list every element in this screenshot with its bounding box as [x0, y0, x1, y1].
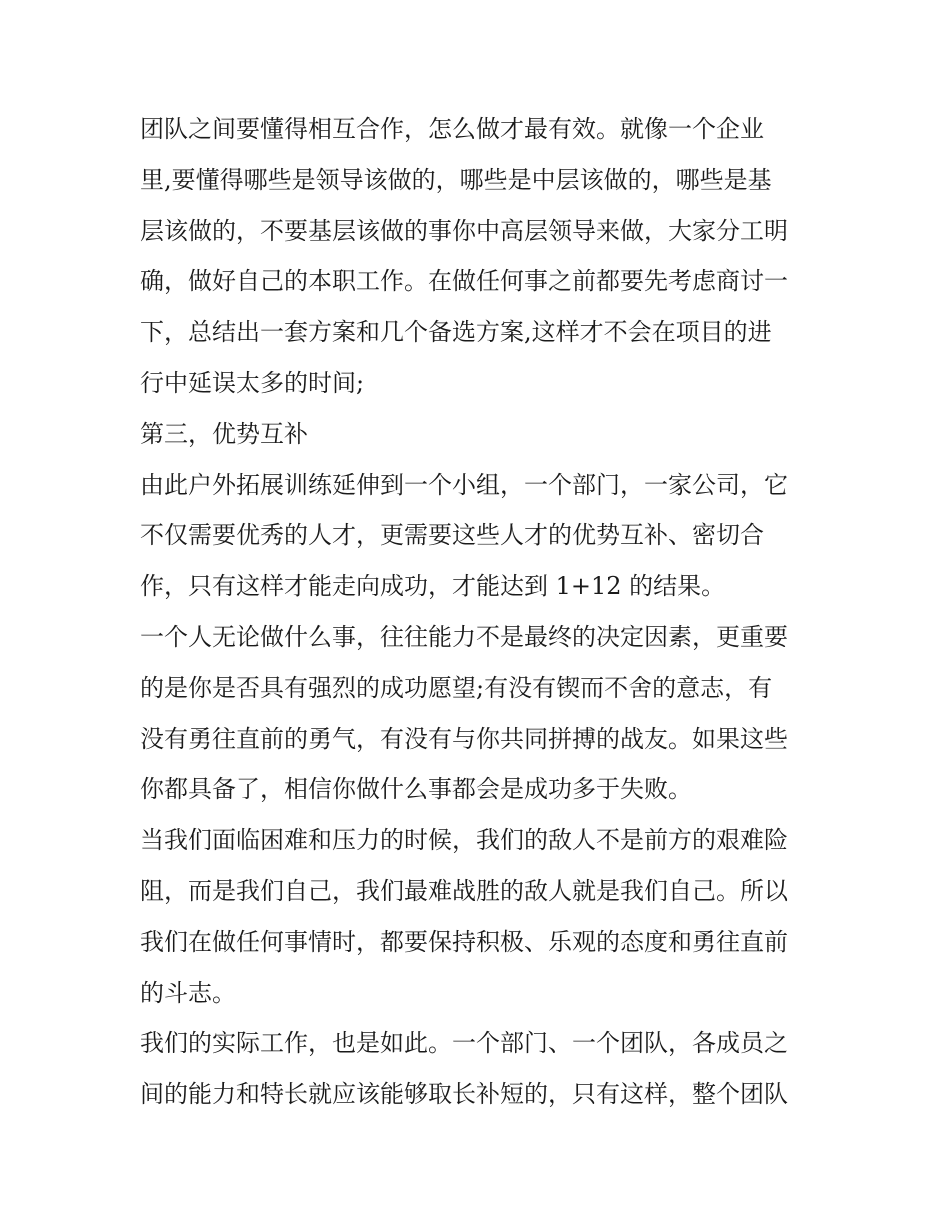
text-line: 你都具备了，相信你做什么事都会是成功多于失败。	[140, 775, 692, 804]
text-line: 作，只有这样才能走向成功，才能达到 1+12 的结果。	[140, 572, 726, 601]
text-line: 间的能力和特长就应该能够取长补短的，只有这样，整个团队	[140, 1080, 788, 1109]
paragraph-complementary	[140, 460, 810, 612]
text-line: 里,要懂得哪些是领导该做的，哪些是中层该做的，哪些是基	[140, 165, 772, 194]
paragraph-success-factors	[140, 612, 810, 815]
text-line: 团队之间要懂得相互合作，怎么做才最有效。就像一个企业	[140, 115, 764, 143]
text-line: 没有勇往直前的勇气，有没有与你共同拼搏的战友。如果这些	[140, 724, 788, 753]
text-line: 行中延误太多的时间;	[140, 368, 365, 397]
text-line: 层该做的，不要基层该做的事你中高层领导来做，大家分工明	[140, 216, 788, 245]
text-line: 我们的实际工作，也是如此。一个部门、一个团队，各成员之	[140, 1029, 788, 1058]
text-line: 下，总结出一套方案和几个备选方案,这样才不会在项目的进	[140, 318, 772, 347]
text-line: 由此户外拓展训练延伸到一个小组，一个部门，一家公司，它	[140, 470, 788, 499]
paragraph-real-work	[140, 1018, 810, 1120]
text-line: 我们在做任何事情时，都要保持积极、乐观的态度和勇往直前	[140, 927, 788, 956]
text-line: 不仅需要优秀的人才，更需要这些人才的优势互补、密切合	[140, 521, 764, 550]
section-heading	[140, 409, 810, 460]
heading-text: 第三，优势互补	[140, 419, 308, 448]
text-line: 的是你是否具有强烈的成功愿望;有没有锲而不舍的意志，有	[140, 673, 773, 702]
text-line: 阻，而是我们自己，我们最难战胜的敌人就是我们自己。所以	[140, 876, 788, 905]
text-line: 确，做好自己的本职工作。在做任何事之前都要先考虑商讨一	[140, 267, 788, 296]
text-line: 的斗志。	[140, 978, 236, 1007]
paragraph-teamwork	[140, 104, 810, 409]
text-line: 一个人无论做什么事，往往能力不是最终的决定因素，更重要	[140, 622, 788, 651]
text-line: 当我们面临困难和压力的时候，我们的敌人不是前方的艰难险	[140, 826, 788, 855]
paragraph-self-challenge	[140, 815, 810, 1018]
